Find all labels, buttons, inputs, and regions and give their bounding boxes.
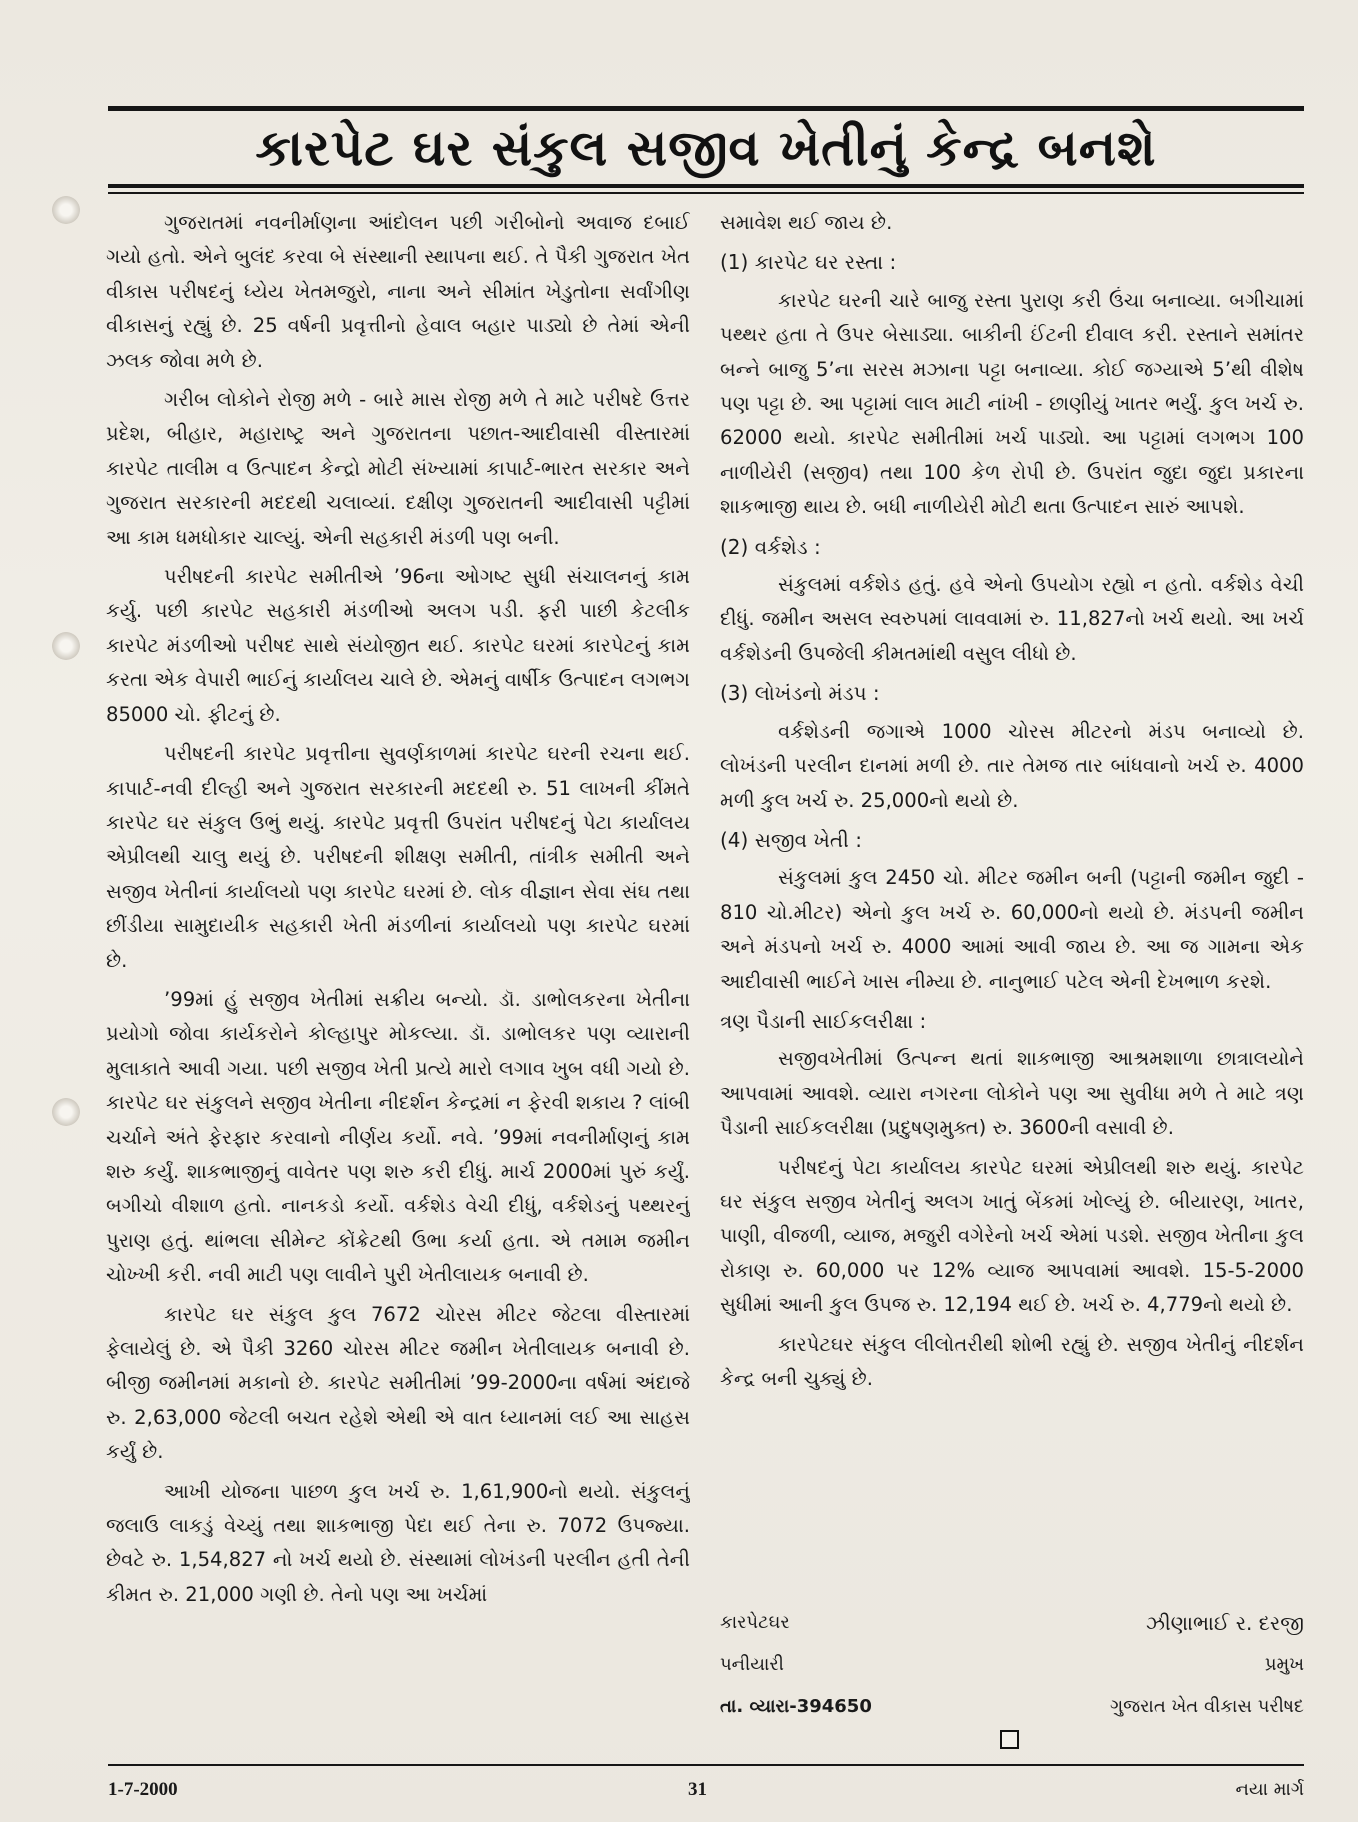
punch-hole — [52, 1098, 80, 1126]
address-line: કારપેટઘર — [720, 1612, 790, 1633]
section-heading: (2) વર્કશેડ : — [720, 534, 821, 559]
article-headline: કારપેટ ઘર સંકુલ સજીવ ખેતીનું કેન્દ્ર બનશે — [255, 119, 1157, 177]
right-column — [720, 206, 1304, 1596]
paragraph: કારપેટઘર સંકુલ લીલોતરીથી શોભી રહ્યું છે. સજીવ ખેતીનું નીદર્શન કેન્દ્ર બની ચુક્યું છે. — [720, 1332, 1304, 1390]
section-heading: ત્રણ પૈડાની સાઈકલરીક્ષા : — [720, 1008, 927, 1033]
left-column — [106, 206, 690, 1746]
end-of-article-mark — [1000, 1730, 1019, 1749]
punch-hole — [52, 632, 80, 660]
paragraph: પરીષદની કારપેટ પ્રવૃત્તીના સુવર્ણકાળમાં કારપેટ ઘરની રચના થઈ. કાપાર્ટ-નવી દીલ્હી અને ગુજરાત સરકારની મદદથી રુ. 51 લાખની કીંમતે કારપેટ ઘર સંકુલ ઉભું થયું. કારપેટ પ્રવૃત્તી ઉપરાંત પરીષદનું પેટા કાર્યાલય એપ્રીલથી ચાલુ થયું છે. પરીષદની શીક્ષણ સમીતી, તાંત્રીક સમીતી અને સજીવ ખેતીનાં કાર્યાલયો પણ કારપેટ ઘરમાં છે. લોક વીજ્ઞાન સેવા સંઘ તથા છીંડીયા સામુદાયીક સહકારી ખેતી મંડળીનાં કાર્યાલયો પણ કારપેટ ઘરમાં છે. — [106, 742, 690, 972]
author-organization: ગુજરાત ખેત વીકાસ પરીષદ — [1109, 1696, 1304, 1717]
section-heading: (1) કારપેટ ઘર રસ્તા : — [720, 250, 897, 275]
page-number: 31 — [688, 1779, 707, 1800]
paragraph: સજીવખેતીમાં ઉત્પન્ન થતાં શાકભાજી આશ્રમશાળા છાત્રાલયોને આપવામાં આવશે. વ્યારા નગરના લોકોને પણ આ સુવીધા મળે તે માટે ત્રણ પૈડાની સાઈકલરીક્ષા (પ્રદુષણમુક્ત) રુ. 3600ની વસાવી છે. — [720, 1047, 1304, 1140]
author-name: ઝીણાભાઈ ર. દરજી — [1145, 1611, 1304, 1635]
paragraph: ગરીબ લોકોને રોજી મળે - બારે માસ રોજી મળે તે માટે પરીષદે ઉત્તર પ્રદેશ, બીહાર, મહારાષ્ટ્ર અને ગુજરાતના પછાત-આદીવાસી વીસ્તારમાં કારપેટ તાલીમ વ ઉત્પાદન કેન્દ્રો મોટી સંખ્યામાં કાપાર્ટ-ભારત સરકાર અને ગુજરાત સરકારની મદદથી ચલાવ્યાં. દક્ષીણ ગુજરાતની આદીવાસી પટ્ટીમાં આ કામ ધમધોકાર ચાલ્યું. એની સહકારી મંડળી પણ બની. — [106, 388, 690, 549]
footer-date: 1-7-2000 — [108, 1779, 178, 1800]
address-line: તા. વ્યારા-394650 — [720, 1696, 872, 1717]
headline-bottom-rule — [108, 184, 1304, 188]
headline-top-rule — [108, 106, 1304, 111]
signature-row — [720, 1606, 1304, 1640]
paragraph: પરીષદનું પેટા કાર્યાલય કારપેટ ઘરમાં એપ્રીલથી શરુ થયું. કારપેટ ઘર સંકુલ સજીવ ખેતીનું અલગ ખાતું બેંકમાં ખોલ્યું છે. બીયારણ, ખાતર, પાણી, વીજળી, વ્યાજ, મજુરી વગેરેનો ખર્ચ એમાં પડશે. સજીવ ખેતીના કુલ રોકાણ રુ. 60,000 પર 12% વ્યાજ આપવામાં આવશે. 15-5-2000 સુધીમાં આની કુલ ઉપજ રુ. 12,194 થઈ છે. ખર્ચ રુ. 4,779નો થયો છે. — [720, 1155, 1304, 1317]
paragraph: કારપેટ ઘર સંકુલ કુલ 7672 ચોરસ મીટર જેટલા વીસ્તારમાં ફેલાયેલું છે. એ પૈકી 3260 ચોરસ મીટર જમીન ખેતીલાયક બનાવી છે. બીજી જમીનમાં મકાનો છે. કારપેટ સમીતીમાં ’99-2000ના વર્ષમાં અંદાજે રુ. 2,63,000 જેટલી બચત રહેશે એથી એ વાત ધ્યાનમાં લઈ આ સાહસ કર્યું છે. — [106, 1302, 690, 1464]
punch-hole — [52, 196, 80, 224]
paragraph: પરીષદની કારપેટ સમીતીએ ’96ના ઓગષ્ટ સુધી સંચાલનનું કામ કર્યુ. પછી કારપેટ સહકારી મંડળીઓ અલગ પડી. ફરી પાછી કેટલીક કારપેટ મંડળીઓ પરીષદ સાથે સંયોજીત થઈ. કારપેટ ઘરમાં કારપેટનું કામ કરતા એક વેપારી ભાઈનું કાર્યાલય ચાલે છે. એમનું વાર્ષીક ઉત્પાદન લગભગ 85000 ચો. ફીટનું છે. — [106, 565, 690, 726]
footer-rule — [108, 1764, 1304, 1766]
headline-bottom-rule-thin — [108, 192, 1304, 194]
paragraph: ’99માં હું સજીવ ખેતીમાં સક્રીય બન્યો. ડૉ. ડાભોલકરના ખેતીના પ્રયોગો જોવા કાર્યકરોને કોલ્હાપુર મોકલ્યા. ડૉ. ડાભોલકર પણ વ્યારાની મુલાકાતે આવી ગયા. પછી સજીવ ખેતી પ્રત્યે મારો લગાવ ખુબ વધી ગયો છે. કારપેટ ઘર સંકુલને સજીવ ખેતીના નીદર્શન કેન્દ્રમાં ન ફેરવી શકાય ? લાંબી ચર્ચાને અંતે ફેરફાર કરવાનો નીર્ણય કર્યો. નવે. ’99માં નવનીર્માણનું કામ શરુ કર્યું. શાકભાજીનું વાવેતર પણ શરુ કરી દીધું. માર્ચ 2000માં પુરું કર્યું. બગીચો વીશાળ હતો. નાનકડો કર્યો. વર્કશેડ વેચી દીધું, વર્કશેડનું પથ્થરનું પુરાણ હતું. થાંભલા સીમેન્ટ કોંક્રેટથી ઉભા કર્યા હતા. એ તમામ જમીન ચોખ્ખી કરી. નવી માટી પણ લાવીને પુરી ખેતીલાયક બનાવી છે. — [106, 987, 690, 1287]
paragraph: વર્કશેડની જગાએ 1000 ચોરસ મીટરનો મંડપ બનાવ્યો છે. લોખંડની પરલીન દાનમાં મળી છે. તાર તેમજ તાર બાંધવાનો ખર્ચ રુ. 4000 મળી કુલ ખર્ચ રુ. 25,000નો થયો છે. — [720, 719, 1304, 812]
paragraph: ગુજરાતમાં નવનીર્માણના આંદોલન પછી ગરીબોનો અવાજ દબાઈ ગયો હતો. એને બુલંદ કરવા બે સંસ્થાની સ્થાપના થઈ. તે પૈકી ગુજરાત ખેત વીકાસ પરીષદનું ધ્યેય ખેતમજુરો, નાના અને સીમાંત ખેડુતોના સર્વાંગીણ વીકાસનું રહ્યું છે. 25 વર્ષની પ્રવૃત્તીનો હેવાલ બહાર પાડ્યો છે તેમાં એની ઝલક જોવા મળે છે. — [106, 211, 690, 372]
author-designation: પ્રમુખ — [1264, 1654, 1304, 1675]
section-heading: (3) લોખંડનો મંડપ : — [720, 681, 880, 706]
paragraph: સંકુલમાં વર્કશેડ હતું. હવે એનો ઉપયોગ રહ્યો ન હતો. વર્કશેડ વેચી દીધું. જમીન અસલ સ્વરુપમાં લાવવામાં રુ. 11,827નો ખર્ચ થયો. આ ખર્ચ વર્કશેડની ઉપજેલી કીમતમાંથી વસુલ લીધો છે. — [720, 573, 1304, 665]
paragraph: આખી યોજના પાછળ કુલ ખર્ચ રુ. 1,61,900નો થયો. સંકુલનું જલાઉ લાકડું વેચ્યું તથા શાકભાજી પેદા થઈ તેના રુ. 7072 ઉપજ્યા. છેવટે રુ. 1,54,827 નો ખર્ચ થયો છે. સંસ્થામાં લોખંડની પરલીન હતી તેની કીમત રુ. 21,000 ગણી છે. તેનો પણ આ ખર્ચમાં — [106, 1479, 690, 1606]
paragraph: સંકુલમાં કુલ 2450 ચો. મીટર જમીન બની (પટ્ટાની જમીન જુદી - 810 ચો.મીટર) એનો કુલ ખર્ચ રુ. 60,000નો થયો છે. મંડપની જમીન અને મંડપનો ખર્ચ રુ. 4000 આમાં આવી જાય છે. આ જ ગામના એક આદીવાસી ભાઈને ખાસ નીમ્યા છે. નાનુભાઈ પટેલ એની દેખભાળ કરશે. — [720, 866, 1304, 993]
paragraph: કારપેટ ઘરની ચારે બાજુ રસ્તા પુરાણ કરી ઉંચા બનાવ્યા. બગીચામાં પથ્થર હતા તે ઉપર બેસાડ્યા. બાકીની ઈંટની દીવાલ કરી. રસ્તાને સમાંતર બન્ને બાજુ 5’ના સરસ મઝાના પટ્ટા બનાવ્યા. કોઈ જગ્યાએ 5’થી વીશેષ પણ પટ્ટા છે. આ પટ્ટામાં લાલ માટી નાંખી - છાણીયું ખાતર ભર્યું. કુલ ખર્ચ રુ. 62000 થયો. કારપેટ સમીતીમાં ખર્ચ પાડ્યો. આ પટ્ટામાં લગભગ 100 નાળીયેરી (સજીવ) તથા 100 કેળ રોપી છે. ઉપરાંત જુદા જુદા પ્રકારના શાકભાજી થાય છે. બધી નાળીયેરી મોટી થતા ઉત્પાદન સારું આપશે. — [720, 288, 1304, 519]
signature-row — [720, 1690, 1304, 1724]
publication-name: નયા માર્ગ — [1235, 1779, 1304, 1800]
signature-row — [720, 1648, 1304, 1682]
section-heading: (4) સજીવ ખેતી : — [720, 827, 862, 852]
address-line: પનીયારી — [720, 1654, 784, 1675]
paragraph-continuation: સમાવેશ થઈ જાય છે. — [720, 211, 893, 234]
